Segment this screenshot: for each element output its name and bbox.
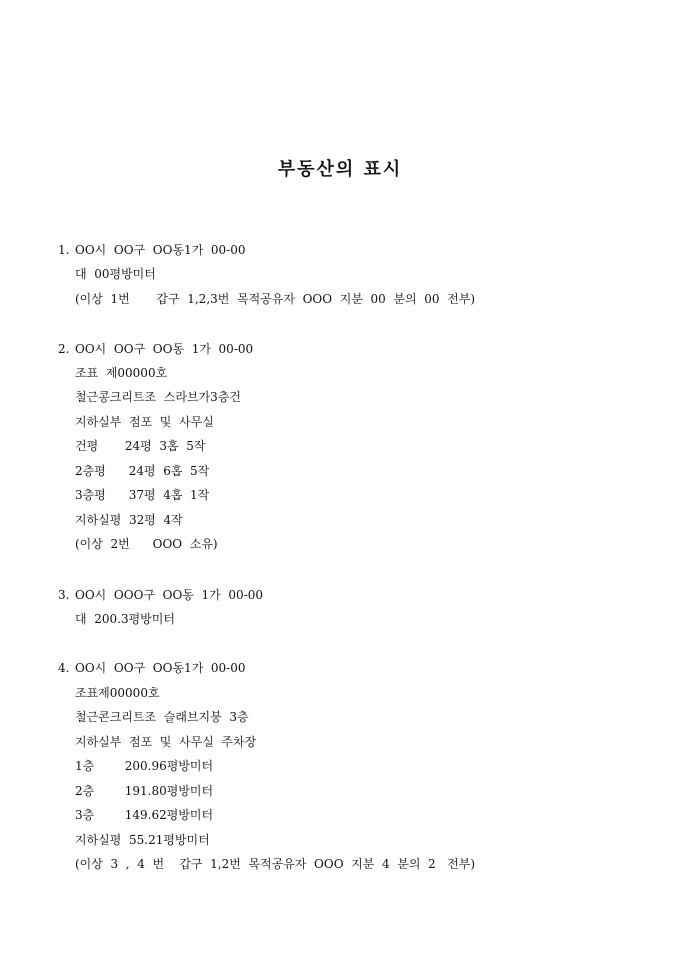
item-address: OO시 OOO구 OO동 1가 00-00 bbox=[75, 588, 263, 602]
item-4-line: 철근콘크리트조 슬래브지붕 3층 bbox=[75, 710, 249, 724]
item-2-address-line bbox=[58, 341, 253, 357]
item-2-line: 철근콩크리트조 스라브가3층건 bbox=[75, 390, 241, 404]
item-4-address-line bbox=[58, 660, 246, 676]
item-1-line: (이상 1번 갑구 1,2,3번 목적공유자 OOO 지분 00 분의 00 전부) bbox=[75, 292, 476, 306]
item-1-address-line bbox=[58, 242, 246, 258]
document-title: 부동산의 표시 bbox=[277, 159, 403, 180]
item-address: OO시 OO구 OO동 1가 00-00 bbox=[75, 342, 254, 356]
item-address: OO시 OO구 OO동1가 00-00 bbox=[75, 243, 246, 257]
item-number: 3. bbox=[58, 588, 70, 602]
item-4-line: (이상 3 , 4 번 갑구 1,2번 목적공유자 OOO 지분 4 분의 2 전부) bbox=[75, 857, 475, 871]
item-4-line: 지하실부 점포 및 사무실 주차장 bbox=[75, 735, 257, 749]
item-number: 1. bbox=[58, 243, 70, 257]
item-4-line: 3층 149.62평방미터 bbox=[75, 808, 214, 822]
item-2-line: 2층평 24평 6홉 5작 bbox=[75, 464, 210, 478]
item-address: OO시 OO구 OO동1가 00-00 bbox=[75, 661, 246, 675]
item-2-line: 지하실평 32평 4작 bbox=[75, 513, 183, 527]
item-4-line: 조표제00000호 bbox=[75, 686, 160, 700]
item-number: 4. bbox=[58, 661, 70, 675]
item-2-line: 건평 24평 3홉 5작 bbox=[75, 439, 206, 453]
item-4-line: 1층 200.96평방미터 bbox=[75, 759, 214, 773]
item-2-line: 조표 제00000호 bbox=[75, 366, 168, 380]
item-3-line: 대 200.3평방미터 bbox=[75, 612, 175, 626]
item-4-line: 2층 191.80평방미터 bbox=[75, 784, 214, 798]
item-2-line: 3층평 37평 4홉 1작 bbox=[75, 488, 210, 502]
item-2-line: (이상 2번 OOO 소유) bbox=[75, 537, 218, 551]
item-2-line: 지하실부 점포 및 사무실 bbox=[75, 415, 214, 429]
item-3-address-line bbox=[58, 587, 263, 603]
item-1-line: 대 00평방미터 bbox=[75, 267, 156, 281]
item-number: 2. bbox=[58, 342, 70, 356]
item-4-line: 지하실평 55.21평방미터 bbox=[75, 833, 210, 847]
